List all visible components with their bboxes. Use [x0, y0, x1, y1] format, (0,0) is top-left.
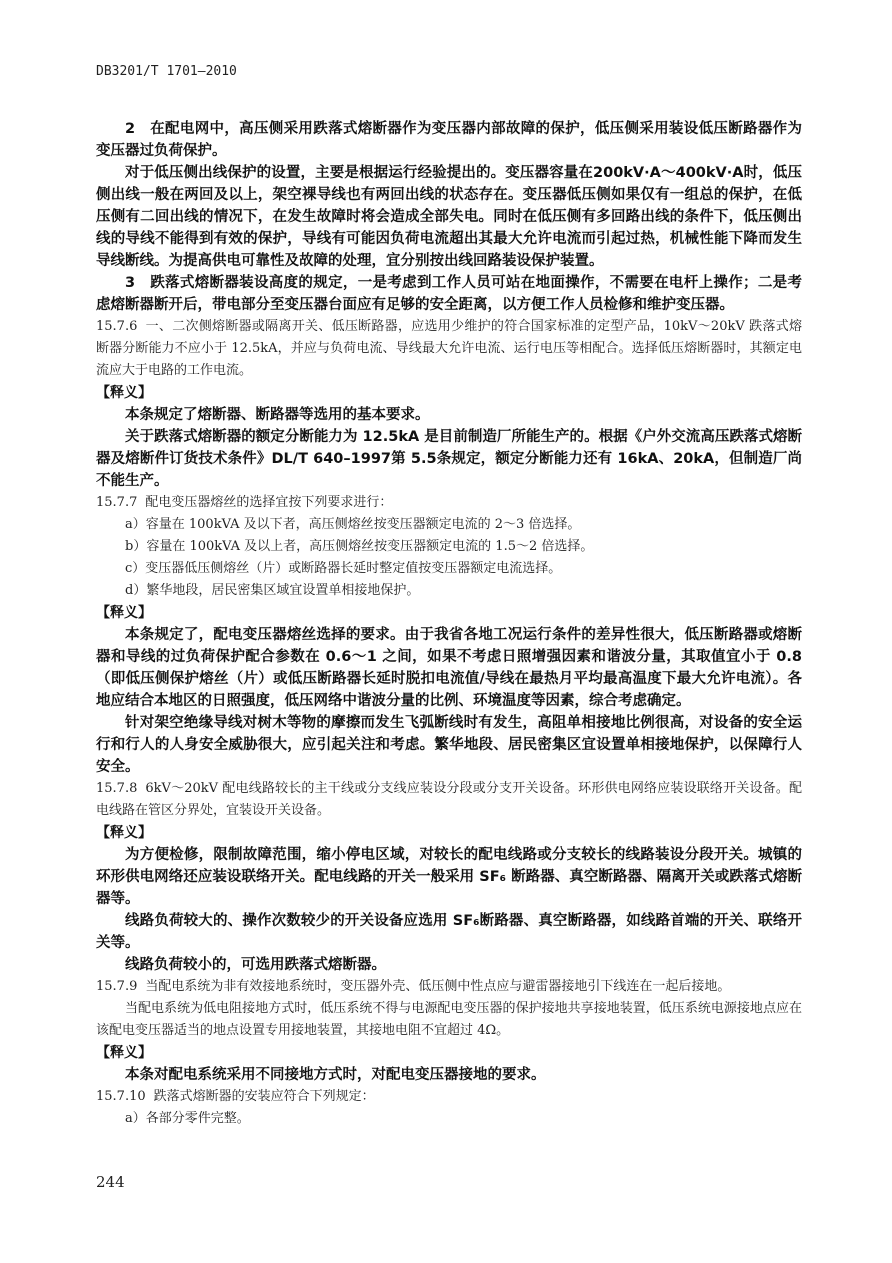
paragraph-interpretation: 针对架空绝缘导线对树木等物的摩擦而发生飞弧断线时有发生，高阻单相接地比例很高，对设备的安全运行和行人的人身安全威胁很大，应引起关注和考虑。繁华地段、居民密集区宜设置单相接地保护，以保障行人安全。 [96, 715, 802, 775]
paragraph-interpretation: 本条规定了，配电变压器熔丝选择的要求。由于我省各地工况运行条件的差异性很大，低压断路器或熔断器和导线的过负荷保护配合参数在 0.6～1 之间，如果不考虑日照增强因素和谐波分量，其取值宜小于 0.8（即低压侧保护熔丝（片）或低压断路器长延时脱扣电流值/导线在最热月平均最高温度下最大允许电流）。各地应结合本地区的日照强度，低压网络中谐波分量的比例、环境温度等因素，综合考虑确定。 [96, 627, 802, 709]
list-item: a）各部分零件完整。 [125, 1111, 250, 1126]
clause-text: 一、二次侧熔断器或隔离开关、低压断路器，应选用少维护的符合国家标准的定型产品，10kV～20kV 跌落式熔断器分断能力不应小于 12.5kA，并应与负荷电流、导线最大允许电流、运行电压等相配合。选择低压熔断器时，其额定电流应大于电路的工作电流。 [96, 319, 802, 378]
clause-15-7-10 [96, 1086, 802, 1108]
list-item: a）容量在 100kVA 及以下者，高压侧熔丝按变压器额定电流的 2～3 倍选择。 [125, 517, 581, 532]
page-body [96, 118, 802, 1130]
document-header: DB3201/T 1701—2010 [96, 64, 237, 79]
clause-15-7-9 [96, 976, 802, 998]
interpretation-heading: 【释义】 [96, 825, 152, 841]
paragraph-interpretation: 本条规定了熔断器、断路器等选用的基本要求。 [125, 407, 430, 423]
clause-text: 配电变压器熔丝的选择宜按下列要求进行： [145, 495, 393, 510]
paragraph-interpretation: 本条对配电系统采用不同接地方式时，对配电变压器接地的要求。 [125, 1067, 546, 1083]
interpretation-heading: 【释义】 [96, 385, 152, 401]
paragraph-interpretation: 为方便检修，限制故障范围，缩小停电区域，对较长的配电线路或分支较长的线路装设分段开关。城镇的环形供电网络还应装设联络开关。配电线路的开关一般采用 SF₆ 断路器、真空断路器、隔离开关或跌落式熔断器等。 [96, 847, 802, 907]
clause-number: 15.7.7 [96, 495, 138, 510]
list-item: d）繁华地段，居民密集区域宜设置单相接地保护。 [125, 583, 420, 598]
clause-number: 15.7.8 [96, 781, 138, 796]
paragraph-note-2: 2 在配电网中，高压侧采用跌落式熔断器作为变压器内部故障的保护，低压侧采用装设低压断路器作为变压器过负荷保护。 [96, 121, 802, 159]
clause-text: 6kV～20kV 配电线路较长的主干线或分支线应装设分段或分支开关设备。环形供电网络应装设联络开关设备。配电线路在管区分界处，宜装设开关设备。 [96, 781, 802, 818]
clause-15-7-6 [96, 316, 802, 382]
clause-15-7-8 [96, 778, 802, 822]
clause-text: 跌落式熔断器的安装应符合下列规定： [153, 1089, 375, 1104]
clause-number: 15.7.6 [96, 319, 138, 334]
paragraph-clause-text: 当配电系统为低电阻接地方式时，低压系统不得与电源配电变压器的保护接地共享接地装置，低压系统电源接地点应在该配电变压器适当的地点设置专用接地装置，其接地电阻不宜超过 4Ω。 [96, 1001, 802, 1038]
list-item: b）容量在 100kVA 及以上者，高压侧熔丝按变压器额定电流的 1.5～2 倍选择。 [125, 539, 594, 554]
clause-text: 当配电系统为非有效接地系统时，变压器外壳、低压侧中性点应与避雷器接地引下线连在一起后接地。 [145, 979, 731, 994]
paragraph-note-3: 3 跌落式熔断器装设高度的规定，一是考虑到工作人员可站在地面操作，不需要在电杆上操作；二是考虑熔断器断开后，带电部分至变压器台面应有足够的安全距离，以方便工作人员检修和维护变压器。 [96, 275, 802, 313]
paragraph-interpretation: 关于跌落式熔断器的额定分断能力为 12.5kA 是目前制造厂所能生产的。根据《户外交流高压跌落式熔断器及熔断件订货技术条件》DL/T 640–1997第 5.5条规定，额定分断能力还有 16kA、20kA，但制造厂尚不能生产。 [96, 429, 802, 489]
clause-number: 15.7.10 [96, 1089, 146, 1104]
paragraph-interpretation: 线路负荷较大的、操作次数较少的开关设备应选用 SF₆断路器、真空断路器，如线路首端的开关、联络开关等。 [96, 913, 802, 951]
page-number: 244 [96, 1173, 125, 1191]
interpretation-heading: 【释义】 [96, 1045, 152, 1061]
paragraph-lv-protection: 对于低压侧出线保护的设置，主要是根据运行经验提出的。变压器容量在200kV·A～400kV·A时，低压侧出线一般在两回及以上，架空裸导线也有两回出线的状态存在。变压器低压侧如果仅有一组总的保护，在低压侧有二回出线的情况下，在发生故障时将会造成全部失电。同时在低压侧有多回路出线的条件下，低压侧出线的导线不能得到有效的保护，导线有可能因负荷电流超出其最大允许电流而引起过热，机械性能下降而发生导线断线。为提高供电可靠性及故障的处理，宜分别按出线回路装设保护装置。 [96, 165, 802, 269]
list-item: c）变压器低压侧熔丝（片）或断路器长延时整定值按变压器额定电流选择。 [125, 561, 562, 576]
paragraph-interpretation: 线路负荷较小的，可选用跌落式熔断器。 [125, 957, 386, 973]
interpretation-heading: 【释义】 [96, 605, 152, 621]
clause-15-7-7 [96, 492, 802, 514]
clause-number: 15.7.9 [96, 979, 138, 994]
